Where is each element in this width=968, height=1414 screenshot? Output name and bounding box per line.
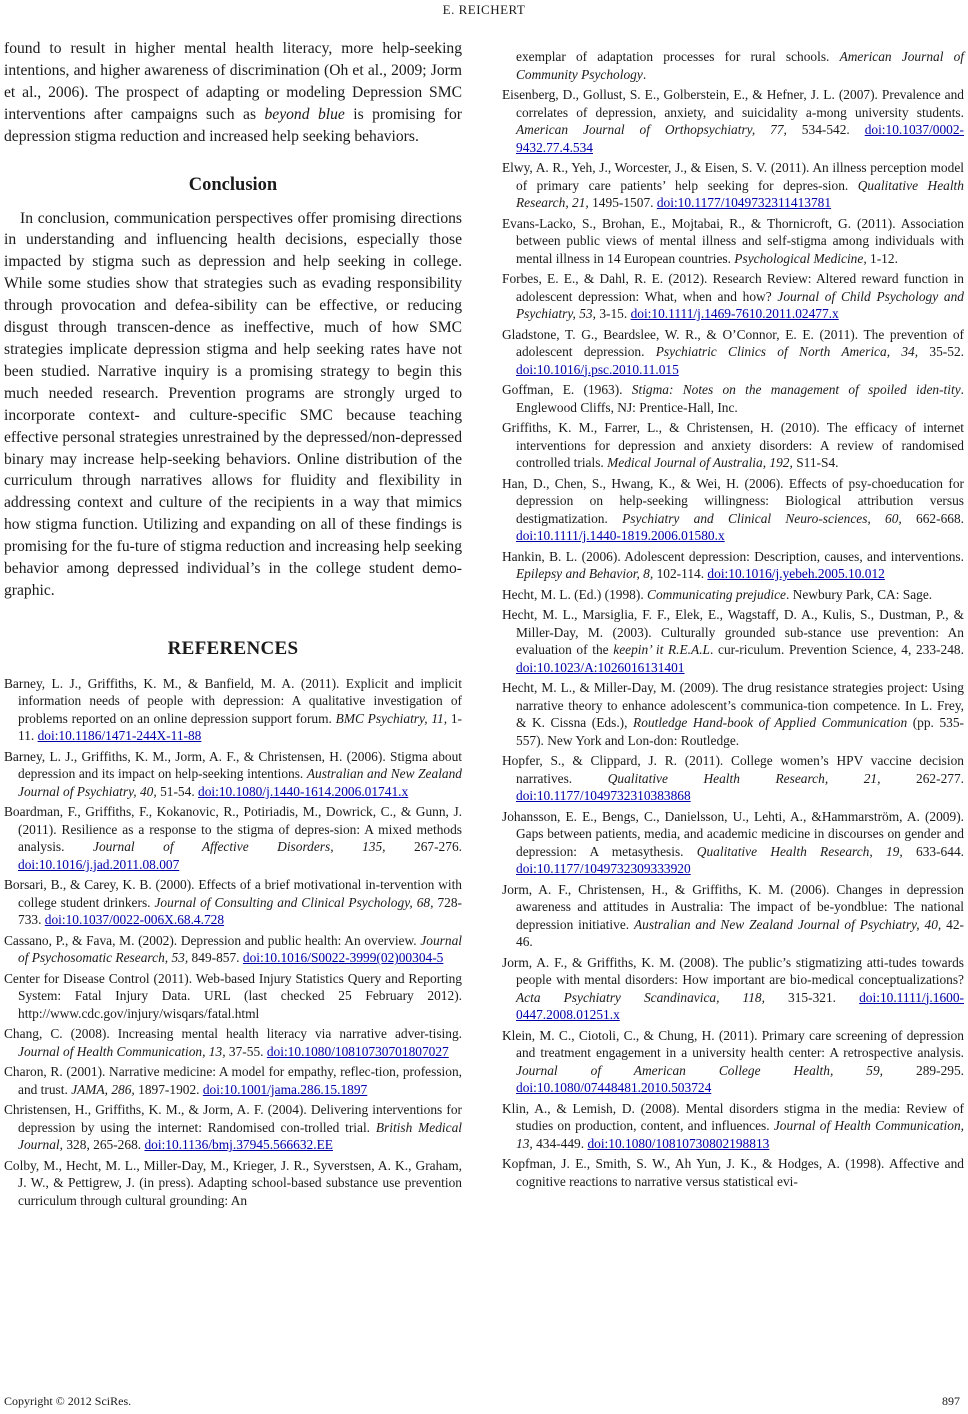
reference-text: Hecht, M. L., & Miller-Day, M. (2009). The drug resistance strategies project: Using narrative theory to enhance adolescent’s communica-tion competence. In L. Frey, & K. Cissna (Eds.),: [502, 680, 964, 730]
reference-source: Psychiatry and Clinical Neuro-sciences, 60,: [622, 510, 902, 526]
doi-link[interactable]: doi:10.1186/1471-244X-11-88: [37, 728, 202, 744]
reference-pages: 728-733.: [18, 894, 462, 928]
reference-source: Stigma: Notes on the management of spoiled iden-tity: [631, 382, 961, 397]
reference-text: Chang, C. (2008). Increasing mental health literacy via narrative adver-tising.: [4, 1026, 462, 1042]
left-column: [4, 38, 462, 1212]
reference-pages: 534-542.: [786, 122, 865, 137]
running-head: E. REICHERT: [442, 2, 526, 17]
reference-text: exemplar of adaptation processes for rural schools.: [516, 49, 840, 64]
reference-entry: [502, 215, 964, 268]
reference-source: Qualitative Health Research, 21,: [607, 770, 881, 786]
reference-source: JAMA, 286,: [71, 1081, 135, 1097]
reference-entry: [502, 419, 964, 472]
references-heading: REFERENCES: [167, 637, 299, 659]
reference-entry: [502, 548, 964, 583]
reference-entry: [4, 876, 462, 929]
reference-source: Epilepsy and Behavior, 8,: [516, 566, 654, 581]
reference-text: Jorm, A. F., Christensen, H., & Griffiths, K. M. (2006). Changes in depression awareness and attitudes in Australia: The impact of be-yondblue: The national depression initiative.: [502, 881, 964, 932]
reference-pages: S11-S4.: [792, 455, 839, 470]
reference-source: Psychological Medicine,: [734, 250, 867, 266]
reference-pages: 102-114.: [653, 566, 708, 581]
doi-link[interactable]: doi:10.1080/j.1440-1614.2006.01741.x: [198, 783, 409, 799]
doi-link[interactable]: doi:10.1080/10810730701807027: [266, 1043, 449, 1059]
reference-pages: 289-295.: [883, 1062, 965, 1078]
right-column: [502, 48, 964, 1193]
reference-entry: [502, 326, 964, 379]
reference-pages: 35-52.: [918, 344, 965, 359]
reference-source: British Medical Journal: [18, 1119, 462, 1153]
reference-text: Forbes, E. E., & Dahl, R. E. (2012). Research Review: Altered reward function in adolescent depression: What, when and how?: [502, 271, 964, 304]
reference-text: Barney, L. J., Griffiths, K. M., Jorm, A. F., & Christensen, H. (2006). Stigma about depression and its impact on help-seeking intentions.: [4, 748, 462, 782]
reference-entry: [502, 86, 964, 156]
doi-link[interactable]: doi:10.1001/jama.286.15.1897: [202, 1081, 368, 1097]
reference-entry: [4, 970, 462, 1023]
intro-paragraph: found to result in higher mental health literacy, more help-seeking intentions, and higher awareness of discrimination (Oh et al., 2009; Jorm et al., 2006). The prospect of adapting or modeling Depression SMC interventions after campaigns such as beyond blue is promising for depression stigma reduction and increased help seeking behaviors.: [4, 40, 462, 145]
reference-pages: 37-55.: [225, 1043, 267, 1059]
reference-entry: [502, 270, 964, 323]
reference-pages: 434-449.: [532, 1135, 588, 1151]
reference-pages: 1897-1902.: [134, 1081, 203, 1097]
reference-text: Charon, R. (2001). Narrative medicine: A model for empathy, reflec-tion, profession, and trust.: [4, 1064, 462, 1097]
reference-pages: 267-276.: [385, 839, 462, 855]
reference-entry: [4, 932, 462, 967]
reference-pages: 3-15.: [595, 306, 631, 321]
doi-link[interactable]: doi:10.1177/1049732310383868: [516, 788, 691, 803]
reference-source: Journal of Health Communication, 13,: [516, 1118, 964, 1151]
doi-link[interactable]: doi:10.1037/0002-9432.77.4.534: [516, 122, 964, 155]
reference-pages: 662-668.: [901, 510, 964, 526]
conclusion-paragraph: In conclusion, communication perspectives offer promising directions in understanding and influencing health decisions, especially those impacted by stigma such as depression and help seeking in college. While some studies show that strategies such as evading responsibility through provocation and defea-sibility can be effective, or reducing disgust through transcen-dence as ineffective, much of how SMC strategies implicate depression stigma and help seeking rates have not been studied. Narrative inquiry is a promising strategy to begin this much needed research. Prevention programs are strongly urged to incorporate context- and culture-specific SMC because teaching effective personal strategies unrestrained by the depressed/non-depressed binary may increase help-seeking behaviors. Online distribution of the curriculum through narratives allows for fluidity and flexibility in addressing context and culture of the recipients in a way that mimics how stigma function. Utilizing and expanding on all of these findings is promising for the fu-ture of stigma reduction and increasing help seeking behavior among depressed individual’s in the college student demo-graphic.: [4, 209, 462, 599]
reference-source: Journal of Child Psychology and Psychiatry, 53,: [516, 288, 964, 321]
reference-text: Goffman, E. (1963).: [502, 382, 632, 397]
reference-pages: 1-12.: [866, 250, 898, 266]
reference-entry: [502, 808, 964, 878]
reference-text: Hecht, M. L., Marsiglia, F. F., Elek, E., Wagstaff, D. A., Kulis, S., Dustman, P., & Miller-Day, M. (2003). Culturally grounded sub-stance use prevention: An evaluation of the: [502, 607, 964, 657]
doi-link[interactable]: doi:10.1080/10810730802198813: [587, 1135, 770, 1151]
page-number: 897: [942, 1394, 960, 1408]
reference-entry: [4, 675, 462, 745]
reference-source: Australian and New Zealand Journal of Psychiatry, 40,: [634, 916, 942, 932]
reference-pages: 1-11.: [18, 710, 463, 744]
reference-pages: . cur-riculum. Prevention Science, 4, 233-248.: [710, 642, 964, 657]
reference-source: Medical Journal of Australia, 192,: [607, 455, 793, 470]
copyright-notice: Copyright © 2012 SciRes.: [4, 1394, 132, 1408]
reference-entry: [502, 881, 964, 951]
reference-list-left: [4, 675, 462, 1210]
reference-source: Journal of Consulting and Clinical Psychology, 68,: [154, 894, 434, 910]
doi-link[interactable]: doi:10.1016/j.jad.2011.08.007: [18, 856, 180, 872]
doi-link[interactable]: doi:10.1016/S0022-3999(02)00304-5: [242, 950, 444, 966]
reference-text: Kopfman, J. E., Smith, S. W., Ah Yun, J. K., & Hodges, A. (1998). Affective and cognitive reactions to narrative versus statistical evi-: [502, 1156, 964, 1189]
reference-entry: [502, 159, 964, 212]
doi-link[interactable]: doi:10.1111/j.1600-0447.2008.01251.x: [516, 989, 964, 1022]
doi-link[interactable]: doi:10.1080/07448481.2010.503724: [516, 1080, 712, 1095]
reference-text: Gladstone, T. G., Beardslee, W. R., & O’Connor, E. E. (2011). The prevention of adolescent depression.: [502, 326, 964, 359]
reference-text: Eisenberg, D., Gollust, S. E., Golberstein, E., & Hefner, J. L. (2007). Prevalence and correlates of depression, anxiety, and suicidality a-mong university students.: [502, 87, 964, 120]
reference-entry: [502, 586, 964, 604]
reference-pages: 315-321.: [764, 989, 860, 1005]
reference-source: American Journal of Orthopsychiatry, 77,: [516, 122, 787, 137]
reference-source: Routledge Hand-book of Applied Communication: [633, 715, 908, 730]
reference-source: American Journal of Community Psychology: [516, 49, 965, 82]
reference-text: Colby, M., Hecht, M. L., Miller-Day, M., Krieger, J. R., Syverstsen, A. K., Graham, J. W., & Pettigrew, J. (in press). Adapting school-based substance use prevention curriculum through cultural grounding: An: [4, 1157, 462, 1208]
reference-text: Christensen, H., Griffiths, K. M., & Jorm, A. F. (2004). Delivering interventions for depression by using the internet: Randomised con-trolled trial.: [4, 1102, 462, 1135]
reference-pages: 1495-1507.: [588, 195, 657, 210]
reference-text: Borsari, B., & Carey, K. B. (2000). Effects of a brief motivational in-tervention with college student drinkers.: [4, 877, 462, 910]
doi-link[interactable]: doi:10.1023/A:1026016131401: [516, 659, 685, 675]
reference-text: Evans-Lacko, S., Brohan, E., Mojtabai, R., & Thornicroft, G. (2011). Association between public views of mental illness and self-stigma among individuals with mental illness in 14 European countries.: [502, 215, 964, 266]
doi-link[interactable]: doi:10.1111/j.1440-1819.2006.01580.x: [516, 528, 725, 543]
reference-pages: 42-46.: [516, 916, 964, 949]
reference-entry: [502, 475, 964, 545]
reference-pages: 51-54.: [156, 783, 199, 799]
reference-text: Hecht, M. L. (Ed.) (1998).: [502, 586, 648, 602]
reference-text: Hopfer, S., & Clippard, J. R. (2011). College women’s HPV vaccine decision narratives.: [502, 753, 964, 786]
reference-text: Elwy, A. R., Yeh, J., Worcester, J., & Eisen, S. V. (2011). An illness perception model of primary care patients’ help seeking for depres-sion.: [502, 160, 964, 193]
reference-pages: 633-644.: [902, 843, 964, 859]
reference-entry: [502, 1155, 964, 1190]
reference-text: Jorm, A. F., & Griffiths, K. M. (2008). The public’s stigmatizing atti-tudes towards people with mental disorders: How important are bio-medical conceptualizations?: [502, 954, 964, 987]
reference-text: Johansson, E. E., Bengs, C., Danielsson, U., Lehti, A., &Hammarström, A. (2009). Gaps between patients, media, and academic medicine in discourses on gender and depression: A metasythesis.: [502, 808, 964, 859]
reference-pages: 849-857.: [188, 950, 243, 966]
doi-link[interactable]: doi:10.1016/j.psc.2010.11.015: [516, 361, 679, 377]
reference-text: Barney, L. J., Griffiths, K. M., & Banfield, M. A. (2011). Explicit and implicit information needs of people with depression: A qualitative investigation of problems reported on an online depression support forum.: [4, 675, 462, 726]
reference-entry: [502, 48, 964, 83]
reference-source: Acta Psychiatry Scandinavica, 118,: [516, 989, 765, 1005]
reference-source: Journal of American College Health, 59,: [516, 1062, 884, 1078]
reference-text: Center for Disease Control (2011). Web-based Injury Statistics Query and Reporting System: Fatal Injury Data. URL (last checked 25 February 2012). http://www.cdc.gov/injury/wisqars/fatal.html: [4, 970, 462, 1021]
doi-link[interactable]: doi:10.1111/j.1469-7610.2011.02477.x: [630, 306, 839, 321]
conclusion-heading: Conclusion: [188, 174, 278, 195]
reference-source: Journal of Psychosomatic Research, 53,: [18, 932, 462, 966]
reference-entry: [502, 606, 964, 676]
reference-pages: , 328, 265-268.: [59, 1137, 145, 1153]
reference-source: Australian and New Zealand Journal of Psychiatry, 40,: [18, 766, 463, 799]
reference-source: keepin’ it R.E.A.L: [613, 642, 710, 657]
reference-entry: [502, 381, 964, 416]
reference-text: Hankin, B. L. (2006). Adolescent depression: Description, causes, and interventions.: [502, 548, 964, 564]
reference-pages: . Newbury Park, CA: Sage.: [786, 586, 933, 602]
reference-source: Journal of Health Communication, 13,: [18, 1043, 226, 1059]
reference-text: Han, D., Chen, S., Hwang, K., & Wei, H. (2006). Effects of psy-choeducation for depression on help-seeking willingness: Biological attribution versus destigmatization.: [502, 475, 964, 526]
reference-pages: (pp. 535-557). New York and Lon-don: Routledge.: [516, 715, 964, 748]
reference-text: Griffiths, K. M., Farrer, L., & Christensen, H. (2010). The efficacy of internet interventions for depression and anxiety disorders: A review of randomised controlled trials.: [502, 420, 964, 470]
reference-entry: [4, 1101, 462, 1154]
reference-source: Journal of Affective Disorders, 135,: [93, 839, 386, 855]
reference-entry: [502, 1100, 964, 1153]
doi-link[interactable]: doi:10.1177/1049732311413781: [656, 195, 832, 210]
reference-pages: . Englewood Cliffs, NJ: Prentice-Hall, Inc.: [516, 382, 965, 415]
reference-text: Klein, M. C., Ciotoli, C., & Chung, H. (2011). Primary care screening of depression and treatment engagement in a university health center: A retrospective analysis.: [502, 1027, 964, 1060]
reference-entry: [4, 1063, 462, 1098]
reference-entry: [4, 803, 462, 873]
reference-text: Klin, A., & Lemish, D. (2008). Mental disorders stigma in the media: Review of studies on production, content, and influences.: [502, 1100, 964, 1133]
reference-list-right: [502, 48, 964, 1190]
reference-source: BMC Psychiatry, 11,: [335, 710, 448, 726]
reference-pages: .: [642, 66, 647, 82]
reference-entry: [4, 1025, 462, 1060]
reference-text: Cassano, P., & Fava, M. (2002). Depression and public health: An overview.: [4, 932, 421, 948]
reference-entry: [4, 748, 462, 801]
reference-entry: [502, 1027, 964, 1097]
doi-link[interactable]: doi:10.1016/j.yebeh.2005.10.012: [707, 566, 885, 581]
reference-pages: 262-277.: [880, 770, 964, 786]
reference-entry: [502, 954, 964, 1024]
reference-source: Communicating prejudice: [647, 586, 786, 602]
reference-entry: [4, 1157, 462, 1210]
doi-link[interactable]: doi:10.1177/1049732309333920: [516, 861, 691, 876]
doi-link[interactable]: doi:10.1037/0022-006X.68.4.728: [44, 912, 225, 928]
doi-link[interactable]: doi:10.1136/bmj.37945.566632.EE: [144, 1137, 333, 1153]
reference-entry: [502, 752, 964, 805]
reference-entry: [502, 679, 964, 749]
reference-text: Boardman, F., Griffiths, F., Kokanovic, R., Potiriadis, M., Dowrick, C., & Gunn, J. (2011). Resilience as a response to the stigma of depres-sion: A mixed methods analysis.: [4, 804, 462, 855]
reference-source: Qualitative Health Research, 21,: [516, 177, 964, 210]
reference-source: Psychiatric Clinics of North America, 34,: [655, 344, 919, 359]
reference-source: Qualitative Health Research, 19,: [696, 843, 903, 859]
